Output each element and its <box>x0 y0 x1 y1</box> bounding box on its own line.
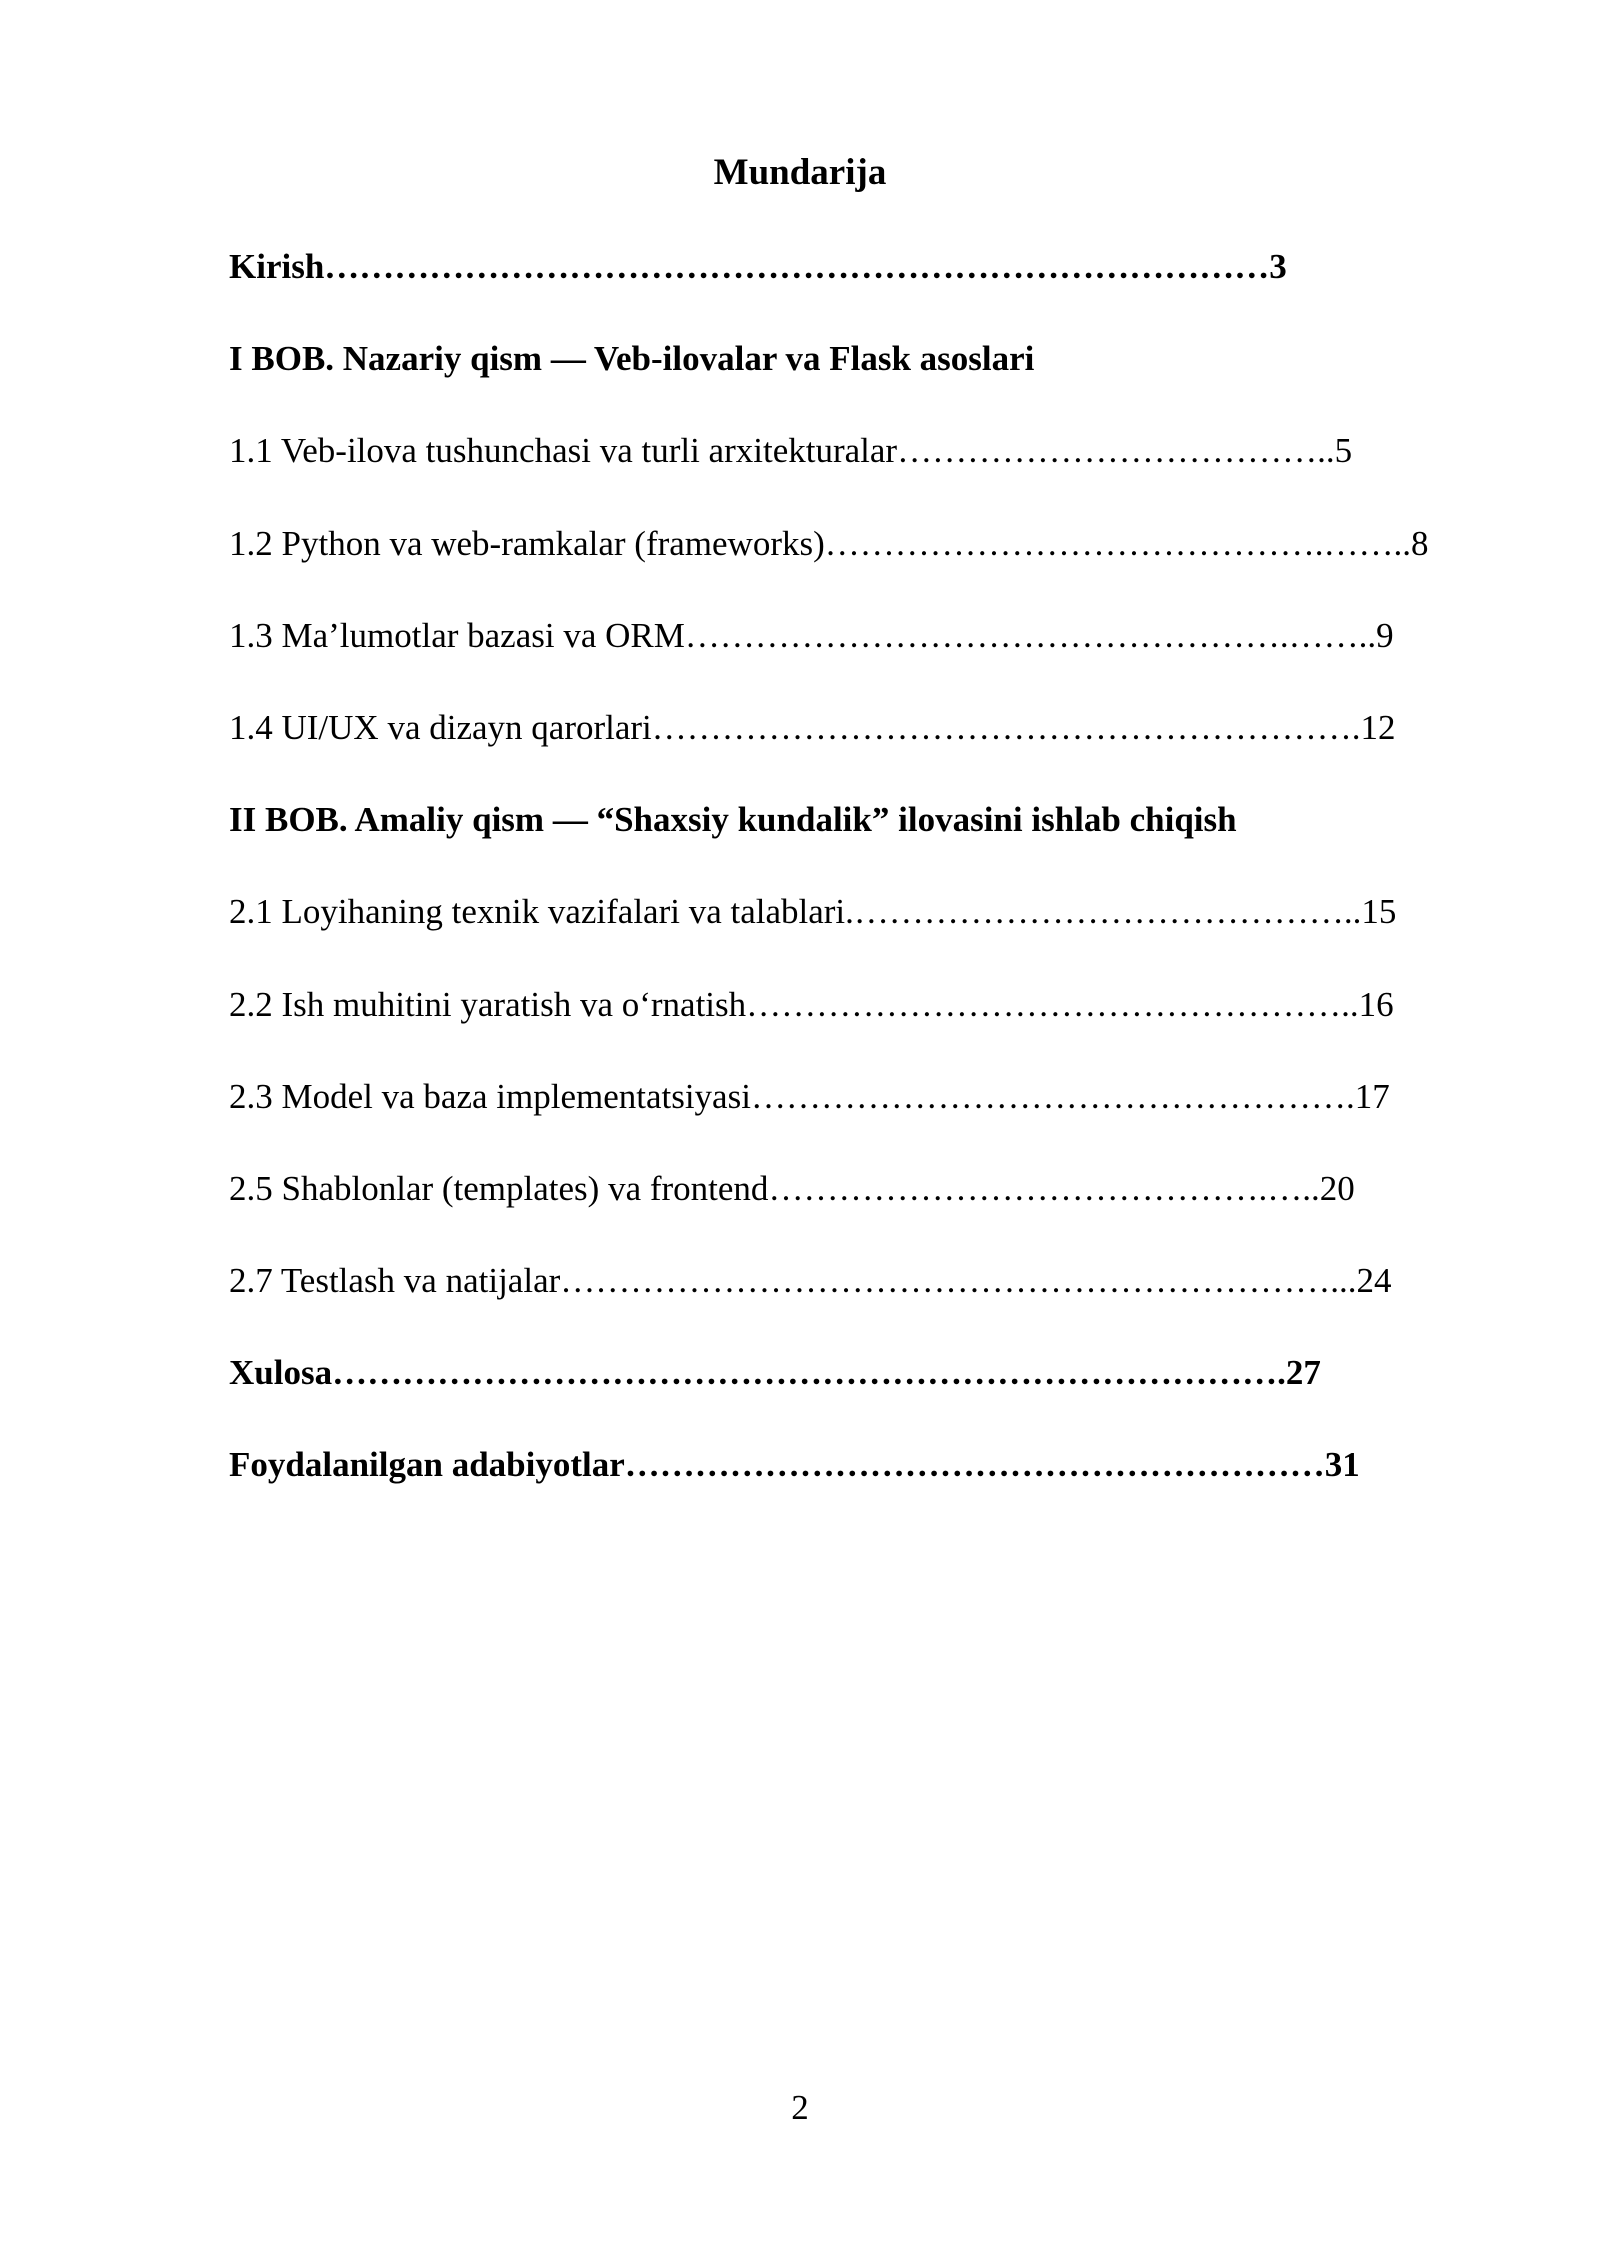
toc-entry-page: 5 <box>1334 431 1353 471</box>
toc-entry-2-1 <box>229 887 1485 979</box>
toc-entry-page: 31 <box>1324 1445 1360 1485</box>
toc-entry-2-2 <box>229 980 1485 1072</box>
toc-entry-1-3 <box>229 611 1485 703</box>
toc-entry-text: 2.1 Loyihaning texnik vazifalari va talablari. <box>229 892 854 932</box>
toc-entry-2-7 <box>229 1256 1485 1348</box>
toc-entry-references <box>229 1440 1485 1532</box>
toc-entry-text: 1.4 UI/UX va dizayn qarorlari <box>229 707 652 747</box>
toc-entry-page: 24 <box>1356 1261 1392 1301</box>
toc-entry-leader: ……………………………………………. <box>750 1076 1355 1116</box>
toc-entry-leader: ……………………………………………………. <box>651 707 1361 747</box>
toc-entry-leader: …………………………………………………… <box>624 1445 1325 1485</box>
toc-entry-text: I BOB. Nazariy qism — Veb-ilovalar va Flask asoslari <box>229 339 1035 379</box>
toc-entry-kirish <box>229 242 1485 334</box>
toc-entry-text: Xulosa <box>229 1353 333 1393</box>
toc-entry-leader: ……………………………………………………………………… <box>324 247 1270 286</box>
toc-entry-chapter-1 <box>229 334 1485 426</box>
toc-entry-text: Foydalanilgan adabiyotlar <box>229 1445 625 1485</box>
page-number: 2 <box>791 2088 809 2127</box>
toc-entry-page: 16 <box>1358 984 1394 1024</box>
toc-entry-page: 8 <box>1411 523 1429 563</box>
table-of-contents <box>229 242 1485 1533</box>
page-title: Mundarija <box>713 152 887 193</box>
toc-entry-1-1 <box>229 426 1485 518</box>
toc-entry-page: 27 <box>1285 1353 1321 1393</box>
toc-entry-leader: …………………………………………….. <box>746 984 1359 1024</box>
toc-entry-text: 2.7 Testlash va natijalar <box>229 1261 561 1301</box>
toc-entry-2-3 <box>229 1072 1485 1164</box>
toc-entry-page: 17 <box>1354 1076 1390 1116</box>
toc-entry-page: 12 <box>1360 707 1396 747</box>
toc-entry-page: 15 <box>1361 892 1397 932</box>
toc-entry-page: 3 <box>1269 247 1287 286</box>
toc-entry-chapter-2 <box>229 795 1485 887</box>
toc-entry-text: 2.3 Model va baza implementatsiyasi <box>229 1076 751 1116</box>
toc-entry-2-5 <box>229 1164 1485 1256</box>
toc-entry-1-2 <box>229 519 1485 611</box>
toc-entry-leader: …………………………………………….…….. <box>684 615 1377 655</box>
toc-entry-text: 2.2 Ish muhitini yaratish va o‘rnatish <box>229 984 747 1024</box>
toc-entry-text: 1.2 Python va web-ramkalar (frameworks) <box>229 523 825 563</box>
toc-entry-xulosa <box>229 1348 1485 1440</box>
toc-entry-text: II BOB. Amaliy qism — “Shaxsiy kundalik” ilovasini ishlab chiqish <box>229 800 1237 840</box>
toc-entry-leader: ……………………………….. <box>897 431 1335 471</box>
toc-entry-text: 1.1 Veb-ilova tushunchasi va turli arxitekturalar <box>229 431 898 471</box>
toc-entry-1-4 <box>229 703 1485 795</box>
toc-entry-text: 1.3 Ma’lumotlar bazasi va ORM <box>229 615 685 655</box>
toc-entry-leader: …………………………………….…….. <box>824 523 1412 563</box>
toc-entry-page: 20 <box>1319 1168 1355 1208</box>
toc-entry-text: 2.5 Shablonlar (templates) va frontend <box>229 1168 769 1208</box>
toc-entry-leader: …………………………………….. <box>853 892 1362 932</box>
toc-entry-page: 9 <box>1376 615 1394 655</box>
toc-entry-leader: ………………………………………………………………………. <box>332 1353 1286 1393</box>
toc-entry-text: Kirish <box>229 247 325 286</box>
toc-entry-leader: …………………………………….….. <box>768 1168 1320 1208</box>
toc-entry-leader: …………………………………………………………... <box>560 1261 1357 1301</box>
